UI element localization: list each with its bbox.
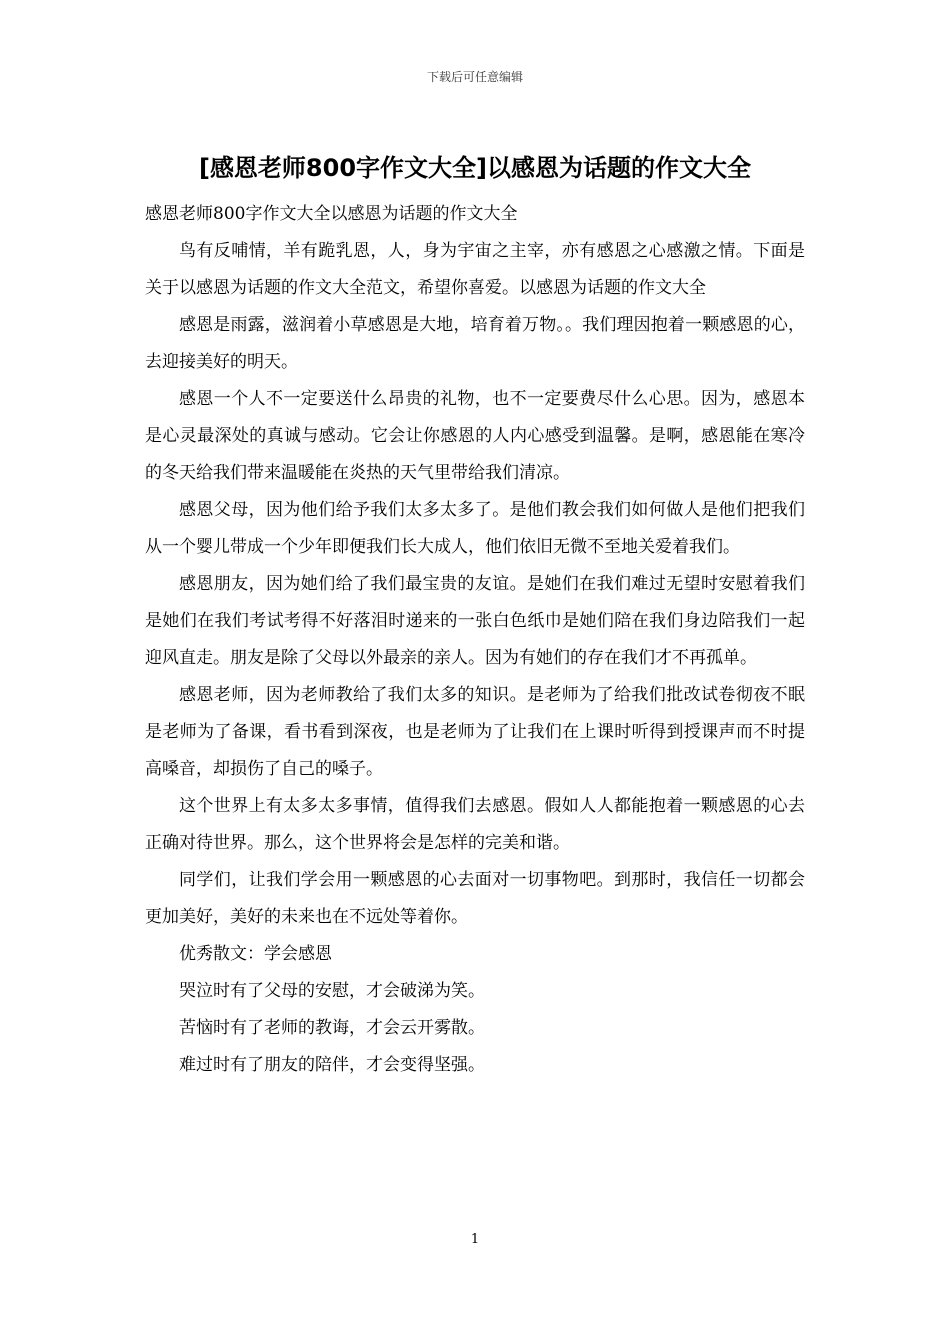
paragraph: 感恩父母，因为他们给予我们太多太多了。是他们教会我们如何做人是他们把我们从一个婴儿带成一个少年即便我们长大成人，他们依旧无微不至地关爱着我们。 [145,500,805,557]
header-note: 下载后可任意编辑 [426,70,523,84]
paragraph: 感恩老师800字作文大全以感恩为话题的作文大全 [145,204,518,224]
paragraph: 苦恼时有了老师的教诲，才会云开雾散。 [179,1018,485,1038]
paragraph: 鸟有反哺情，羊有跪乳恩，人，身为宇宙之主宰，亦有感恩之心感激之情。下面是关于以感恩为话题的作文大全范文，希望你喜爱。以感恩为话题的作文大全 [145,241,805,298]
paragraph: 感恩一个人不一定要送什么昂贵的礼物，也不一定要费尽什么心思。因为，感恩本是心灵最深处的真诚与感动。它会让你感恩的人内心感受到温馨。是啊，感恩能在寒冷的冬天给我们带来温暖能在炎热的天气里带给我们清凉。 [145,389,805,483]
paragraph: 感恩老师，因为老师教给了我们太多的知识。是老师为了给我们批改试卷彻夜不眠是老师为了备课，看书看到深夜，也是老师为了让我们在上课时听得到授课声而不时提高嗓音，却损伤了自己的嗓子。 [145,685,805,779]
paragraph: 哭泣时有了父母的安慰，才会破涕为笑。 [179,981,485,1001]
document-title: [感恩老师800字作文大全]以感恩为话题的作文大全 [198,154,752,182]
section-heading: 优秀散文：学会感恩 [179,944,332,964]
paragraph: 感恩朋友，因为她们给了我们最宝贵的友谊。是她们在我们难过无望时安慰着我们是她们在我们考试考得不好落泪时递来的一张白色纸巾是她们陪在我们身边陪我们一起迎风直走。朋友是除了父母以外最亲的亲人。因为有她们的存在我们才不再孤单。 [145,574,805,668]
paragraph: 感恩是雨露，滋润着小草感恩是大地，培育着万物。。我们理因抱着一颗感恩的心，去迎接美好的明天。 [145,315,805,372]
paragraph: 难过时有了朋友的陪伴，才会变得坚强。 [179,1055,485,1075]
paragraph: 这个世界上有太多太多事情，值得我们去感恩。假如人人都能抱着一颗感恩的心去正确对待世界。那么，这个世界将会是怎样的完美和谐。 [145,796,805,853]
page-number: 1 [470,1232,480,1247]
paragraph: 同学们，让我们学会用一颗感恩的心去面对一切事物吧。到那时，我信任一切都会更加美好，美好的未来也在不远处等着你。 [145,870,805,927]
document-body [145,196,805,1084]
